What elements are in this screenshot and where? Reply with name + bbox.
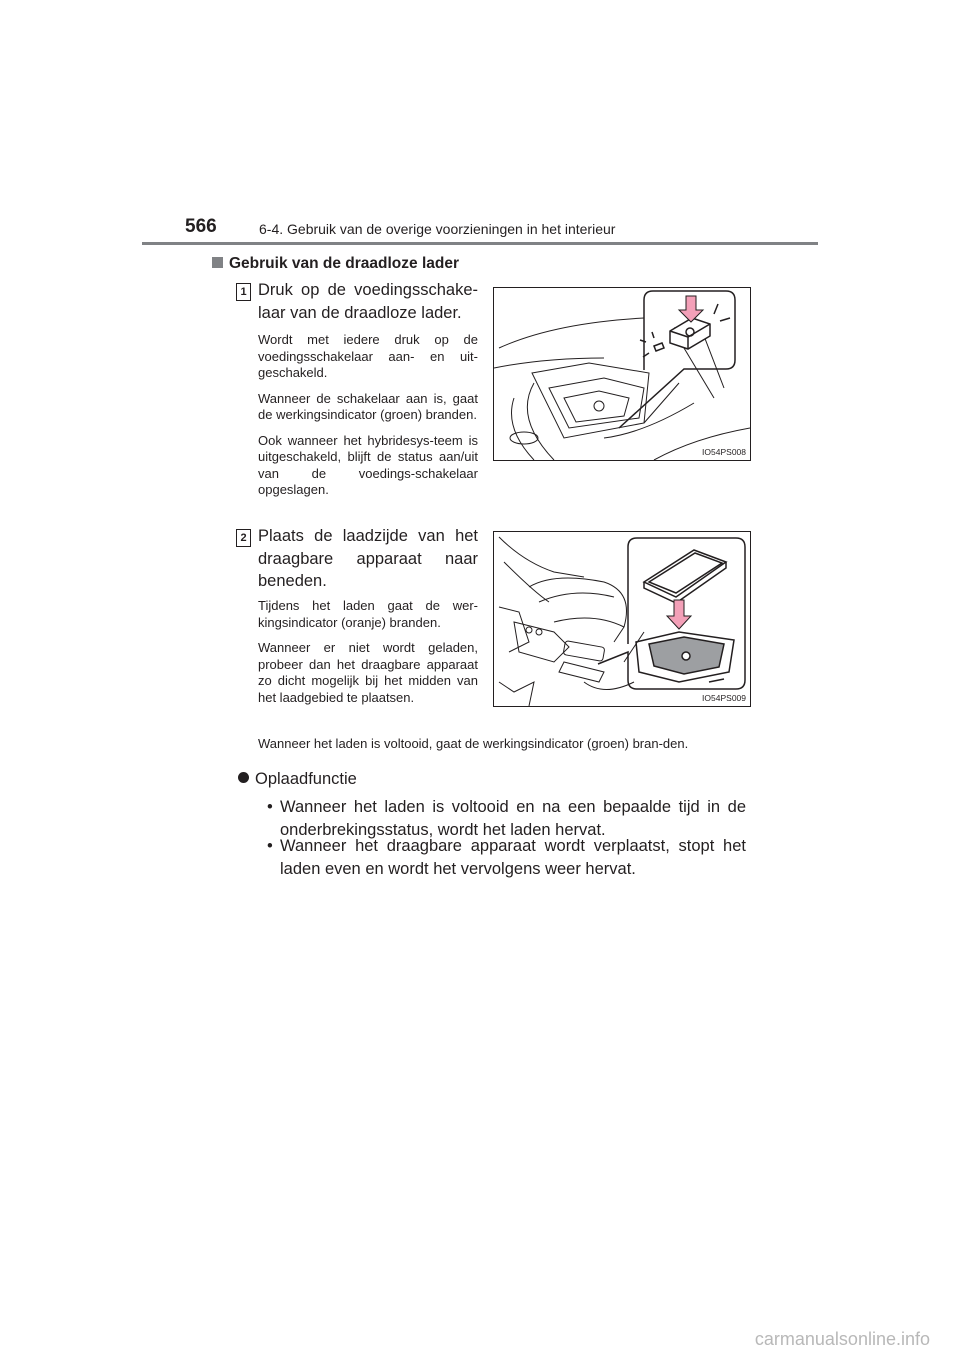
step-2-title: Plaats de laadzijde van het draagbare apparaat naar beneden. xyxy=(258,527,478,590)
dot-bullet-icon: • xyxy=(267,837,273,855)
step-1-title: Druk op de voedingsschake-laar van de draadloze lader. xyxy=(258,281,478,322)
square-bullet-icon xyxy=(212,257,223,268)
console-pad-illustration xyxy=(494,532,750,706)
feature-title: Oplaadfunctie xyxy=(255,770,357,788)
step-badge-1: 1 xyxy=(236,283,251,301)
step-2-note: Wanneer er niet wordt geladen, probeer dan het draagbare apparaat zo dicht mogelijk bij het midden van het laadgebied te plaatsen. xyxy=(258,640,478,705)
circle-bullet-icon xyxy=(238,772,249,783)
section-heading-text: Gebruik van de draadloze lader xyxy=(229,255,459,272)
step-badge-2: 2 xyxy=(236,529,251,547)
dot-bullet-icon: • xyxy=(267,798,273,816)
completion-note: Wanneer het laden is voltooid, gaat de werkingsindicator (groen) bran-den. xyxy=(258,736,689,751)
feature-item xyxy=(267,835,746,881)
feature-item-text: Wanneer het laden is voltooid en na een bepaalde tijd in de onderbrekingsstatus, wordt het laden hervat. xyxy=(280,798,746,839)
section-heading xyxy=(212,255,459,273)
step-1-notes xyxy=(258,332,478,508)
figure-code: IO54PS009 xyxy=(702,693,746,703)
step-2-note: Tijdens het laden gaat de wer-kingsindicator (oranje) branden. xyxy=(258,598,478,630)
step-2-notes xyxy=(258,598,478,715)
page-number: 566 xyxy=(185,216,217,237)
step-1-note: Wordt met iedere druk op de voedingsschakelaar aan- en uit-geschakeld. xyxy=(258,332,478,380)
step-1-note: Ook wanneer het hybridesys-teem is uitgeschakeld, blijft de status aan/uit van de voedings-schakelaar opgeslagen. xyxy=(258,432,478,497)
feature-heading xyxy=(238,768,357,791)
feature-item-text: Wanneer het draagbare apparaat wordt verplaatst, stopt het laden even en wordt het vervolgens weer hervat. xyxy=(280,837,746,878)
figure-wireless-charger-switch xyxy=(493,287,751,461)
figure-place-device xyxy=(493,531,751,707)
watermark: carmanualsonline.info xyxy=(754,1329,930,1349)
press-arrow-icon xyxy=(679,296,703,322)
step-1-note: Wanneer de schakelaar aan is, gaat de werkingsindicator (groen) branden. xyxy=(258,390,478,422)
place-arrow-icon xyxy=(667,600,691,629)
console-switch-illustration xyxy=(494,288,750,460)
section-header-title: 6-4. Gebruik van de overige voorzieningen in het interieur xyxy=(259,221,616,237)
figure-code: IO54PS008 xyxy=(702,447,746,457)
header-divider xyxy=(142,242,818,245)
